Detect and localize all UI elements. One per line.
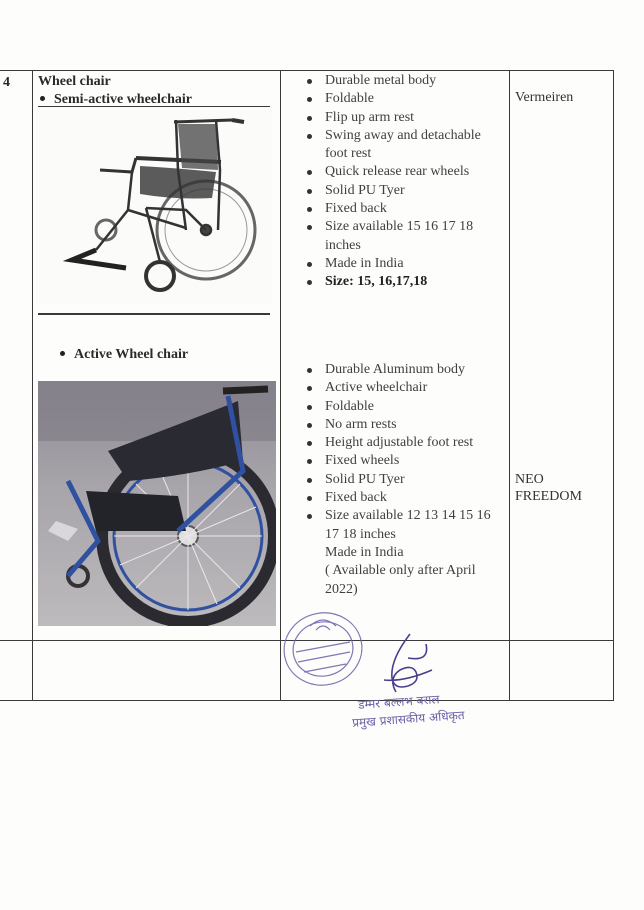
feature-item: Quick release rear wheels [304, 163, 504, 181]
feature-item: Flip up arm rest [304, 109, 504, 127]
table-bottom-border [0, 700, 614, 701]
item-name: Semi-active wheelchair [54, 92, 193, 107]
feature-item: Height adjustable foot rest [304, 434, 504, 452]
column-divider [613, 70, 614, 701]
signatory-designation: प्रमुख प्रशासकीय अधिकृत [351, 708, 466, 730]
features-list [304, 361, 504, 599]
brand-name: NEO FREEDOM [515, 472, 582, 504]
signature-icon [370, 630, 440, 700]
feature-item: Foldable [304, 398, 504, 416]
feature-item: Fixed wheels [304, 452, 504, 470]
feature-item: No arm rests [304, 416, 504, 434]
official-stamp-icon [280, 606, 366, 692]
feature-item: Solid PU Tyer [304, 182, 504, 200]
table-top-border [0, 70, 614, 71]
feature-item: Durable Aluminum body [304, 361, 504, 379]
feature-item: Fixed back [304, 200, 504, 218]
item-subheading [38, 92, 192, 108]
signatory-name: डम्मर बल्लभ बराल [357, 692, 440, 712]
column-divider [509, 70, 510, 701]
feature-item: Size: 15, 16,17,18 [304, 273, 504, 291]
wheelchair-icon [36, 110, 272, 303]
feature-item: Swing away and detachable foot rest [304, 127, 504, 164]
item-separator [38, 313, 270, 315]
wheelchair-photo [38, 381, 276, 626]
feature-item: Size available 15 16 17 18 inches [304, 218, 504, 255]
feature-note: Made in India [325, 544, 404, 560]
feature-item: Size available 12 13 14 15 16 17 18 inches [304, 507, 504, 544]
wheelchair-photo [36, 110, 272, 303]
feature-item: Solid PU Tyer [304, 471, 504, 489]
feature-note: ( Available only after April 2022) [325, 563, 476, 597]
feature-item: Active wheelchair [304, 379, 504, 397]
row-number: 4 [3, 75, 10, 90]
feature-item: Durable metal body [304, 72, 504, 90]
item-name: Active Wheel chair [74, 347, 189, 362]
feature-item: Fixed back [304, 489, 504, 507]
column-divider [32, 70, 33, 701]
bullet-icon [40, 96, 45, 101]
item-subheading [58, 347, 188, 363]
brand-name: Vermeiren [515, 90, 574, 105]
item-title: Wheel chair [38, 74, 111, 89]
features-list [304, 72, 504, 292]
feature-item: Foldable [304, 90, 504, 108]
bullet-icon [60, 351, 65, 356]
feature-item: Made in India [304, 255, 504, 273]
wheelchair-icon [38, 381, 276, 626]
